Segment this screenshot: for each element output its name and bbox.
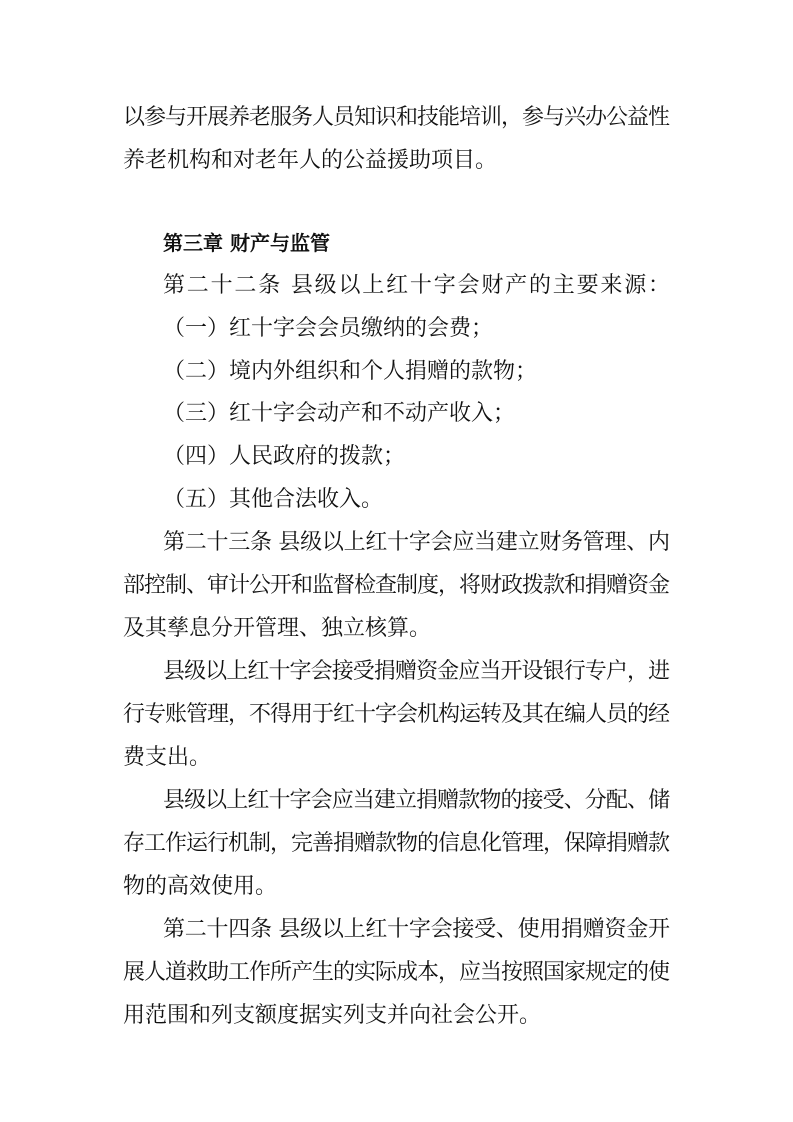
list-item: （二）境内外组织和个人捐赠的款物； — [163, 359, 538, 384]
paragraph-line: 以参与开展养老服务人员知识和技能培训，参与兴办公益性 — [123, 105, 670, 130]
paragraph-line: 行专账管理，不得用于红十字会机构运转及其在编人员的经 — [123, 702, 670, 727]
chapter-heading: 第三章 财产与监管 — [163, 231, 330, 255]
list-item: （一）红十字会会员缴纳的会费； — [163, 316, 494, 341]
paragraph-line: 部控制、审计公开和监督检查制度，将财政拨款和捐赠资金 — [123, 573, 670, 598]
list-item: （三）红十字会动产和不动产收入； — [163, 401, 516, 426]
paragraph-line: 存工作运行机制，完善捐赠款物的信息化管理，保障捐赠款 — [123, 831, 670, 856]
paragraph-line: 费支出。 — [123, 745, 212, 770]
paragraph-line: 县级以上红十字会接受捐赠资金应当开设银行专户，进 — [163, 659, 670, 684]
list-item: （五）其他合法收入。 — [163, 487, 384, 512]
paragraph-line: 及其孳息分开管理、独立核算。 — [123, 616, 432, 641]
article-title-line: 第二十二条 县级以上红十字会财产的主要来源： — [163, 273, 672, 298]
paragraph-line: 物的高效使用。 — [123, 874, 278, 899]
paragraph-line: 第二十四条 县级以上红十字会接受、使用捐赠资金开 — [163, 917, 670, 942]
paragraph-line: 县级以上红十字会应当建立捐赠款物的接受、分配、储 — [163, 788, 670, 813]
paragraph-line: 第二十三条 县级以上红十字会应当建立财务管理、内 — [163, 530, 670, 555]
paragraph-line: 养老机构和对老年人的公益援助项目。 — [123, 148, 498, 173]
paragraph-line: 用范围和列支额度据实列支并向社会公开。 — [123, 1003, 542, 1028]
list-item: （四）人民政府的拨款； — [163, 444, 406, 469]
paragraph-line: 展人道救助工作所产生的实际成本，应当按照国家规定的使 — [123, 960, 670, 985]
